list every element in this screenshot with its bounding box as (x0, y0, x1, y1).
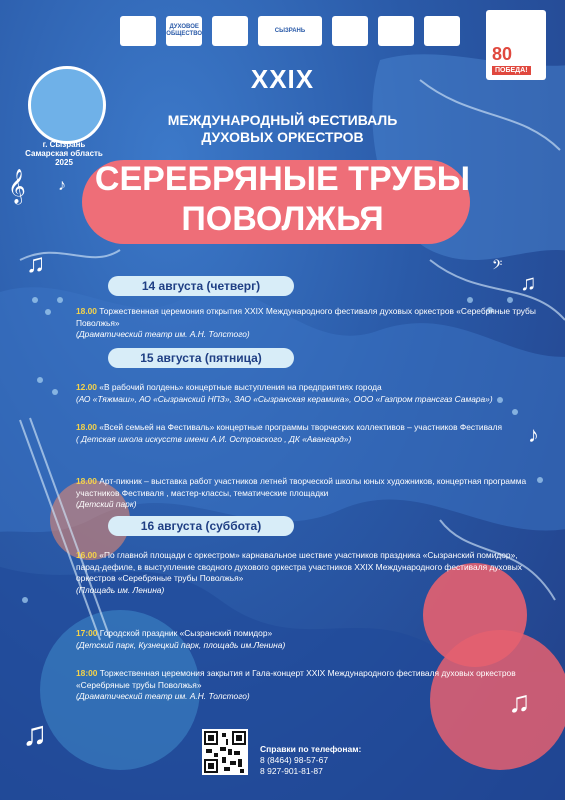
date-bar-aug-14: 14 августа (четверг) (108, 276, 294, 296)
event-time: 18:00 (76, 668, 98, 678)
event-text: Арт-пикник – выставка работ участников летней творческой школы юных художников, концертная программа участников Фестиваля , мастер-классы, тематические площадки (76, 476, 527, 498)
partner-logo (332, 16, 368, 46)
music-note-icon: ♫ (26, 248, 46, 278)
music-note-icon: ♫ (520, 270, 537, 295)
emblem-region: Самарская область (25, 149, 103, 158)
festival-line-1: МЕЖДУНАРОДНЫЙ ФЕСТИВАЛЬ (167, 112, 398, 128)
date-bar-aug-15: 15 августа (пятница) (108, 348, 294, 368)
event-time: 18.00 (76, 422, 97, 432)
partner-logo-syzran: СЫЗРАНЬ (258, 16, 321, 46)
event-venue: (Детский парк) (76, 499, 137, 510)
partner-logo (120, 16, 156, 46)
music-note-icon: ♫ (508, 686, 531, 719)
partner-logos (120, 14, 460, 48)
emblem-year: 2025 (55, 158, 73, 167)
event-text: Торжественная церемония открытия XXIX Международного фестиваля духовых оркестров «Серебряные трубы Поволжья» (76, 306, 536, 328)
festival-title (0, 159, 565, 239)
event-main-square (76, 550, 536, 596)
event-closing-gala (76, 668, 536, 703)
event-venue: (АО «Тяжмаш», АО «Сызранский НПЗ», ЗАО «Сызранская керамика», ООО «Газпром трансгаз Самара») (76, 393, 493, 404)
event-time: 18.00 (76, 306, 97, 316)
festival-subtitle (0, 112, 565, 146)
music-note-icon: ♪ (58, 177, 66, 194)
festival-line-2: ДУХОВЫХ ОРКЕСТРОВ (201, 129, 364, 145)
event-time: 18.00 (76, 476, 97, 486)
contact-info (260, 744, 460, 777)
qr-code[interactable] (202, 729, 248, 775)
event-venue: ( Детская школа искусств имени А.И. Островского , ДК «Авангард») (76, 433, 352, 444)
music-note-icon: ♫ (22, 715, 48, 753)
event-venue: (Детский парк, Кузнецкий парк, площадь им.Ленина) (76, 639, 286, 650)
bass-clef-icon: 𝄢 (492, 259, 503, 276)
phone-number-1[interactable]: 8 (8464) 98-57-67 (260, 755, 329, 765)
event-text: «По главной площади с оркестром» карнавальное шествие участников праздника «Сызранский помидор», парад-дефиле, в выступление сводного духового оркестра участников XXIX Международного фестиваля духовых оркестров «Серебряные трубы Поволжья» (76, 550, 522, 584)
event-text: Торжественная церемония закрытия и Гала-концерт XXIX Международного фестиваля духовых оркестров «Серебряные трубы Поволжья» (76, 668, 516, 690)
event-text: Городской праздник «Сызранский помидор» (99, 628, 273, 638)
partner-logo (212, 16, 248, 46)
event-time: 16.00 (76, 550, 97, 560)
partner-logo-brass-society: ДУХОВОЕ ОБЩЕСТВО (166, 16, 202, 46)
emblem-city: г. Сызрань (42, 140, 86, 149)
music-note-icon: ♪ (528, 422, 539, 447)
event-time: 12.00 (76, 382, 97, 392)
event-tomato-festival (76, 628, 536, 651)
partner-logo (378, 16, 414, 46)
event-text: «В рабочий полдень» концертные выступления на предприятиях города (99, 382, 382, 392)
contacts-label: Справки по телефонам: (260, 744, 362, 754)
title-line-2: ПОВОЛЖЬЯ (181, 200, 384, 238)
event-family-festival (76, 422, 536, 445)
partner-logo (424, 16, 460, 46)
event-art-picnic (76, 476, 536, 511)
event-opening (76, 306, 536, 341)
event-venue: (Площадь им. Ленина) (76, 584, 165, 595)
event-text: «Всей семьей на Фестиваль» концертные программы творческих коллективов – участников Фестиваля (99, 422, 503, 432)
event-venue: (Драматический театр им. А.Н. Толстого) (76, 691, 250, 702)
phone-number-2[interactable]: 8 927-901-81-87 (260, 766, 323, 776)
date-bar-aug-16: 16 августа (суббота) (108, 516, 294, 536)
event-time: 17:00 (76, 628, 98, 638)
event-working-noon (76, 382, 536, 405)
victory-text: ПОБЕДА! (492, 66, 531, 75)
victory-number: 80 (492, 44, 513, 64)
event-venue: (Драматический театр им. А.Н. Толстого) (76, 329, 250, 340)
edition-number: XXIX (250, 64, 315, 94)
treble-clef-icon: 𝄞 (8, 170, 26, 203)
title-line-1: СЕРЕБРЯНЫЕ ТРУБЫ (94, 160, 471, 198)
